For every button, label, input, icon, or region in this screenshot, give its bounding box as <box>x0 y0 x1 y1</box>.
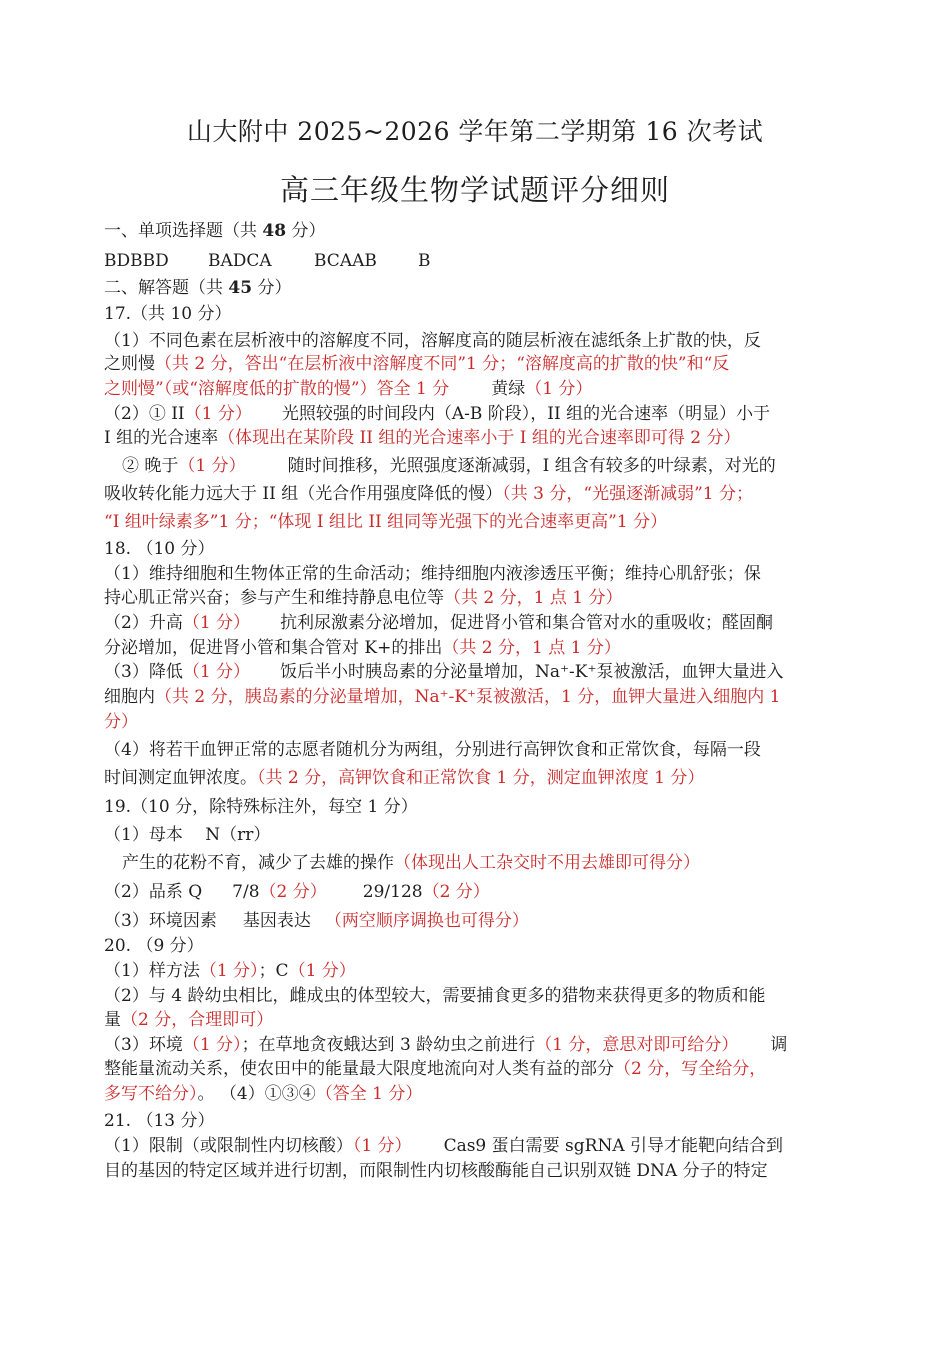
q20-line: 多写不给分）。 （4）①③④（答全 1 分） <box>104 1084 423 1104</box>
q18-line: （3）降低（1 分） 饭后半小时胰岛素的分泌量增加，Na⁺-K⁺泵被激活，血钾大量进入 <box>104 662 784 682</box>
answer-group-1: BDBBD <box>104 251 169 271</box>
section-1-heading: 一、单项选择题（共 48 分） <box>104 221 326 241</box>
answer-group-4: B <box>418 251 431 271</box>
q21-heading: 21. （13 分） <box>104 1111 215 1131</box>
q17-line: 之则慢（共 2 分，答出“在层析液中溶解度不同”1 分；“溶解度高的扩散的快”和“反 <box>104 354 730 374</box>
q17-heading: 17.（共 10 分） <box>104 304 232 324</box>
q17-line: （2）① II（1 分） 光照较强的时间段内（A-B 阶段），II 组的光合速率（明显）小于 <box>104 404 771 424</box>
q20-heading: 20. （9 分） <box>104 936 204 956</box>
q18-line: 时间测定血钾浓度。（共 2 分，高钾饮食和正常饮食 1 分，测定血钾浓度 1 分） <box>104 768 705 788</box>
q20-line: （2）与 4 龄幼虫相比，雌成虫的体型较大，需要捕食更多的猎物来获得更多的物质和能 <box>104 986 766 1006</box>
q19-line: 产生的花粉不育，减少了去雄的操作（体现出人工杂交时不用去雄即可得分） <box>122 853 700 873</box>
q20-line: 整能量流动关系，使农田中的能量最大限度地流向对人类有益的部分（2 分，写全给分， <box>104 1059 767 1079</box>
exam-title: 山大附中 2025~2026 学年第二学期第 16 次考试 <box>186 117 764 146</box>
q21-line: （1）限制（或限制性内切核酸）（1 分） Cas9 蛋白需要 sgRNA 引导才能靶向结合到 <box>104 1136 784 1156</box>
q20-line: 量（2 分，合理即可） <box>104 1010 274 1030</box>
answer-group-3: BCAAB <box>314 251 377 271</box>
q18-heading: 18. （10 分） <box>104 539 215 559</box>
q18-line: （4）将若干血钾正常的志愿者随机分为两组，分别进行高钾饮食和正常饮食，每隔一段 <box>104 740 761 760</box>
q17-line: 吸收转化能力远大于 II 组（光合作用强度降低的慢）（共 3 分，“光强逐渐减弱”1 分； <box>104 484 753 504</box>
q18-line: 分） <box>104 712 138 732</box>
q19-line: （2）品系 Q 7/8（2 分） 29/128（2 分） <box>104 882 490 902</box>
q18-line: （1）维持细胞和生物体正常的生命活动；维持细胞内液渗透压平衡；维持心肌舒张；保 <box>104 564 761 584</box>
q19-heading: 19.（10 分，除特殊标注外，每空 1 分） <box>104 797 418 817</box>
q18-line: （2）升高（1 分） 抗利尿激素分泌增加，促进肾小管和集合管对水的重吸收；醛固酮 <box>104 613 774 633</box>
section-2-heading: 二、解答题（共 45 分） <box>104 278 292 298</box>
q19-line: （3）环境因素 基因表达 （两空顺序调换也可得分） <box>104 911 529 931</box>
q18-line: 分泌增加，促进肾小管和集合管对 K+的排出（共 2 分，1 点 1 分） <box>104 638 621 658</box>
q17-line: “I 组叶绿素多”1 分；“体现 I 组比 II 组同等光强下的光合速率更高”1 分） <box>104 512 668 532</box>
choice-answers <box>104 250 849 272</box>
q17-line: ② 晚于（1 分） 随时间推移，光照强度逐渐减弱，I 组含有较多的叶绿素，对光的 <box>122 456 776 476</box>
q21-line: 目的基因的特定区域并进行切割，而限制性内切核酸酶能自己识别双链 DNA 分子的特定 <box>104 1161 768 1181</box>
answer-group-2: BADCA <box>208 251 272 271</box>
q20-line: （1）样方法（1 分）；C（1 分） <box>104 961 356 981</box>
q19-line: （1）母本 N（rr） <box>104 825 271 845</box>
q18-line: 持心肌正常兴奋；参与产生和维持静息电位等（共 2 分，1 点 1 分） <box>104 588 623 608</box>
exam-subtitle: 高三年级生物学试题评分细则 <box>279 173 670 207</box>
q20-line: （3）环境（1 分）；在草地贪夜蛾达到 3 龄幼虫之前进行（1 分，意思对即可给分） 调 <box>104 1035 788 1055</box>
q18-line: 细胞内（共 2 分，胰岛素的分泌量增加，Na⁺-K⁺泵被激活，1 分，血钾大量进入细胞内 1 <box>104 687 781 707</box>
q17-line: I 组的光合速率（体现出在某阶段 II 组的光合速率小于 I 组的光合速率即可得 2 分） <box>104 428 741 448</box>
q17-line: （1）不同色素在层析液中的溶解度不同，溶解度高的随层析液在滤纸条上扩散的快，反 <box>104 331 761 351</box>
q17-line: 之则慢”（或“溶解度低的扩散的慢”）答全 1 分 黄绿（1 分） <box>104 379 593 399</box>
